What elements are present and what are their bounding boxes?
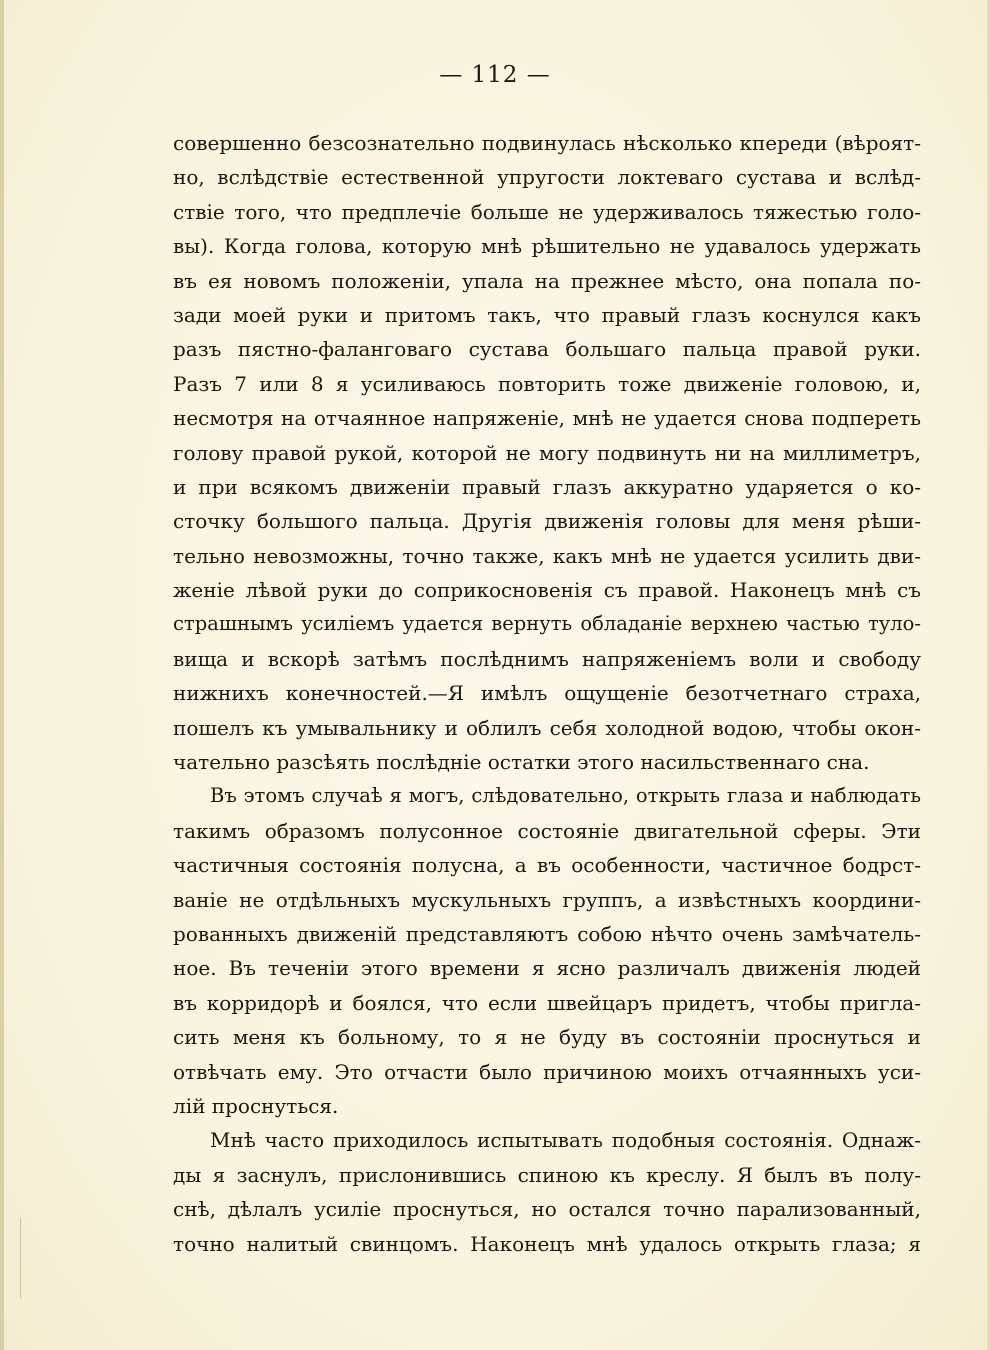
text-line: чательно разсѣять послѣдніе остатки этого насильственнаго сна. [173,750,870,775]
text-line: разъ пястно-фаланговаго сустава большаго пальца правой руки. [173,337,921,362]
text-line: ствіе того, что предплечіе больше не удерживалось тяжестью голо- [173,199,921,224]
text-line: точно налитый свинцомъ. Наконецъ мнѣ удалось открыть глаза; я [173,1231,921,1256]
text-line: въ ея новомъ положеніи, упала на прежнее мѣсто, она попала по- [173,268,921,293]
text-line: тельно невозможны, точно также, какъ мнѣ не удается усилить дви- [173,543,921,568]
margin-rule [20,1218,21,1298]
text-line: нижнихъ конечностей.—Я имѣлъ ощущеніе безотчетнаго страха, [173,681,921,706]
text-line: несмотря на отчаянное напряженіе, мнѣ не удается снова подпереть [173,406,921,431]
text-line: но, вслѣдствіе естественной упругости локтеваго сустава и вслѣд- [173,165,921,190]
text-line: сточку большого пальца. Другія движенія головы для меня рѣши- [173,509,921,534]
text-line: страшнымъ усиліемъ удается вернуть обладаніе верхнею частью туло- [173,612,921,636]
text-line: Мнѣ часто приходилось испытывать подобныя состоянія. Однаж- [210,1128,921,1153]
text-line: такимъ образомъ полусонное состояніе двигательной сферы. Эти [173,818,921,843]
text-line: снѣ, дѣлалъ усиліе проснуться, но остался точно парализованный, [173,1197,921,1222]
text-line: пошелъ къ умывальнику и облилъ себя холодной водою, чтобы окон- [173,715,921,740]
text-line: голову правой рукой, которой не могу подвинуть ни на миллиметръ, [173,440,921,465]
text-line: вы). Когда голова, которую мнѣ рѣшительно не удавалось удержать [173,234,921,259]
page-number: — 112 — [439,62,551,88]
text-line: Въ этомъ случаѣ я могъ, слѣдовательно, открыть глаза и наблюдать [210,784,921,808]
body-text [173,126,921,1261]
text-line: въ корридорѣ и боялся, что если швейцаръ придетъ, чтобы пригла- [173,990,921,1015]
text-line: отвѣчать ему. Это отчасти было причиною моихъ отчаянныхъ уси- [173,1059,921,1084]
text-line: ваніе не отдѣльныхъ мускульныхъ группъ, а извѣстныхъ координи- [173,887,921,912]
text-line: ды я заснулъ, прислонившись спиною къ креслу. Я былъ въ полу- [173,1162,921,1187]
text-line: зади моей руки и притомъ такъ, что правый глазъ коснулся какъ [173,302,921,327]
text-line: и при всякомъ движеніи правый глазъ аккуратно ударяется о ко- [173,474,921,499]
text-line: частичныя состоянія полусна, а въ особенности, частичное бодрст- [173,853,921,878]
text-line: рованныхъ движеній представляютъ собою нѣчто очень замѣчатель- [173,921,921,946]
text-line: лій проснуться. [173,1093,339,1118]
text-line: вища и вскорѣ затѣмъ послѣднимъ напряженіемъ воли и свободу [173,646,921,671]
text-line: сить меня къ больному, то я не буду въ состояніи проснуться и [173,1025,921,1050]
text-line: совершенно безсознательно подвинулась нѣсколько кпереди (вѣроят- [173,131,921,155]
text-line: женіе лѣвой руки до соприкосновенія съ правой. Наконецъ мнѣ съ [173,578,921,603]
text-line: Разъ 7 или 8 я усиливаюсь повторить тоже движеніе головою, и, [173,371,921,396]
page-binding-edge [0,0,4,1350]
text-line: ное. Въ теченіи этого времени я ясно различалъ движенія людей [173,956,921,981]
